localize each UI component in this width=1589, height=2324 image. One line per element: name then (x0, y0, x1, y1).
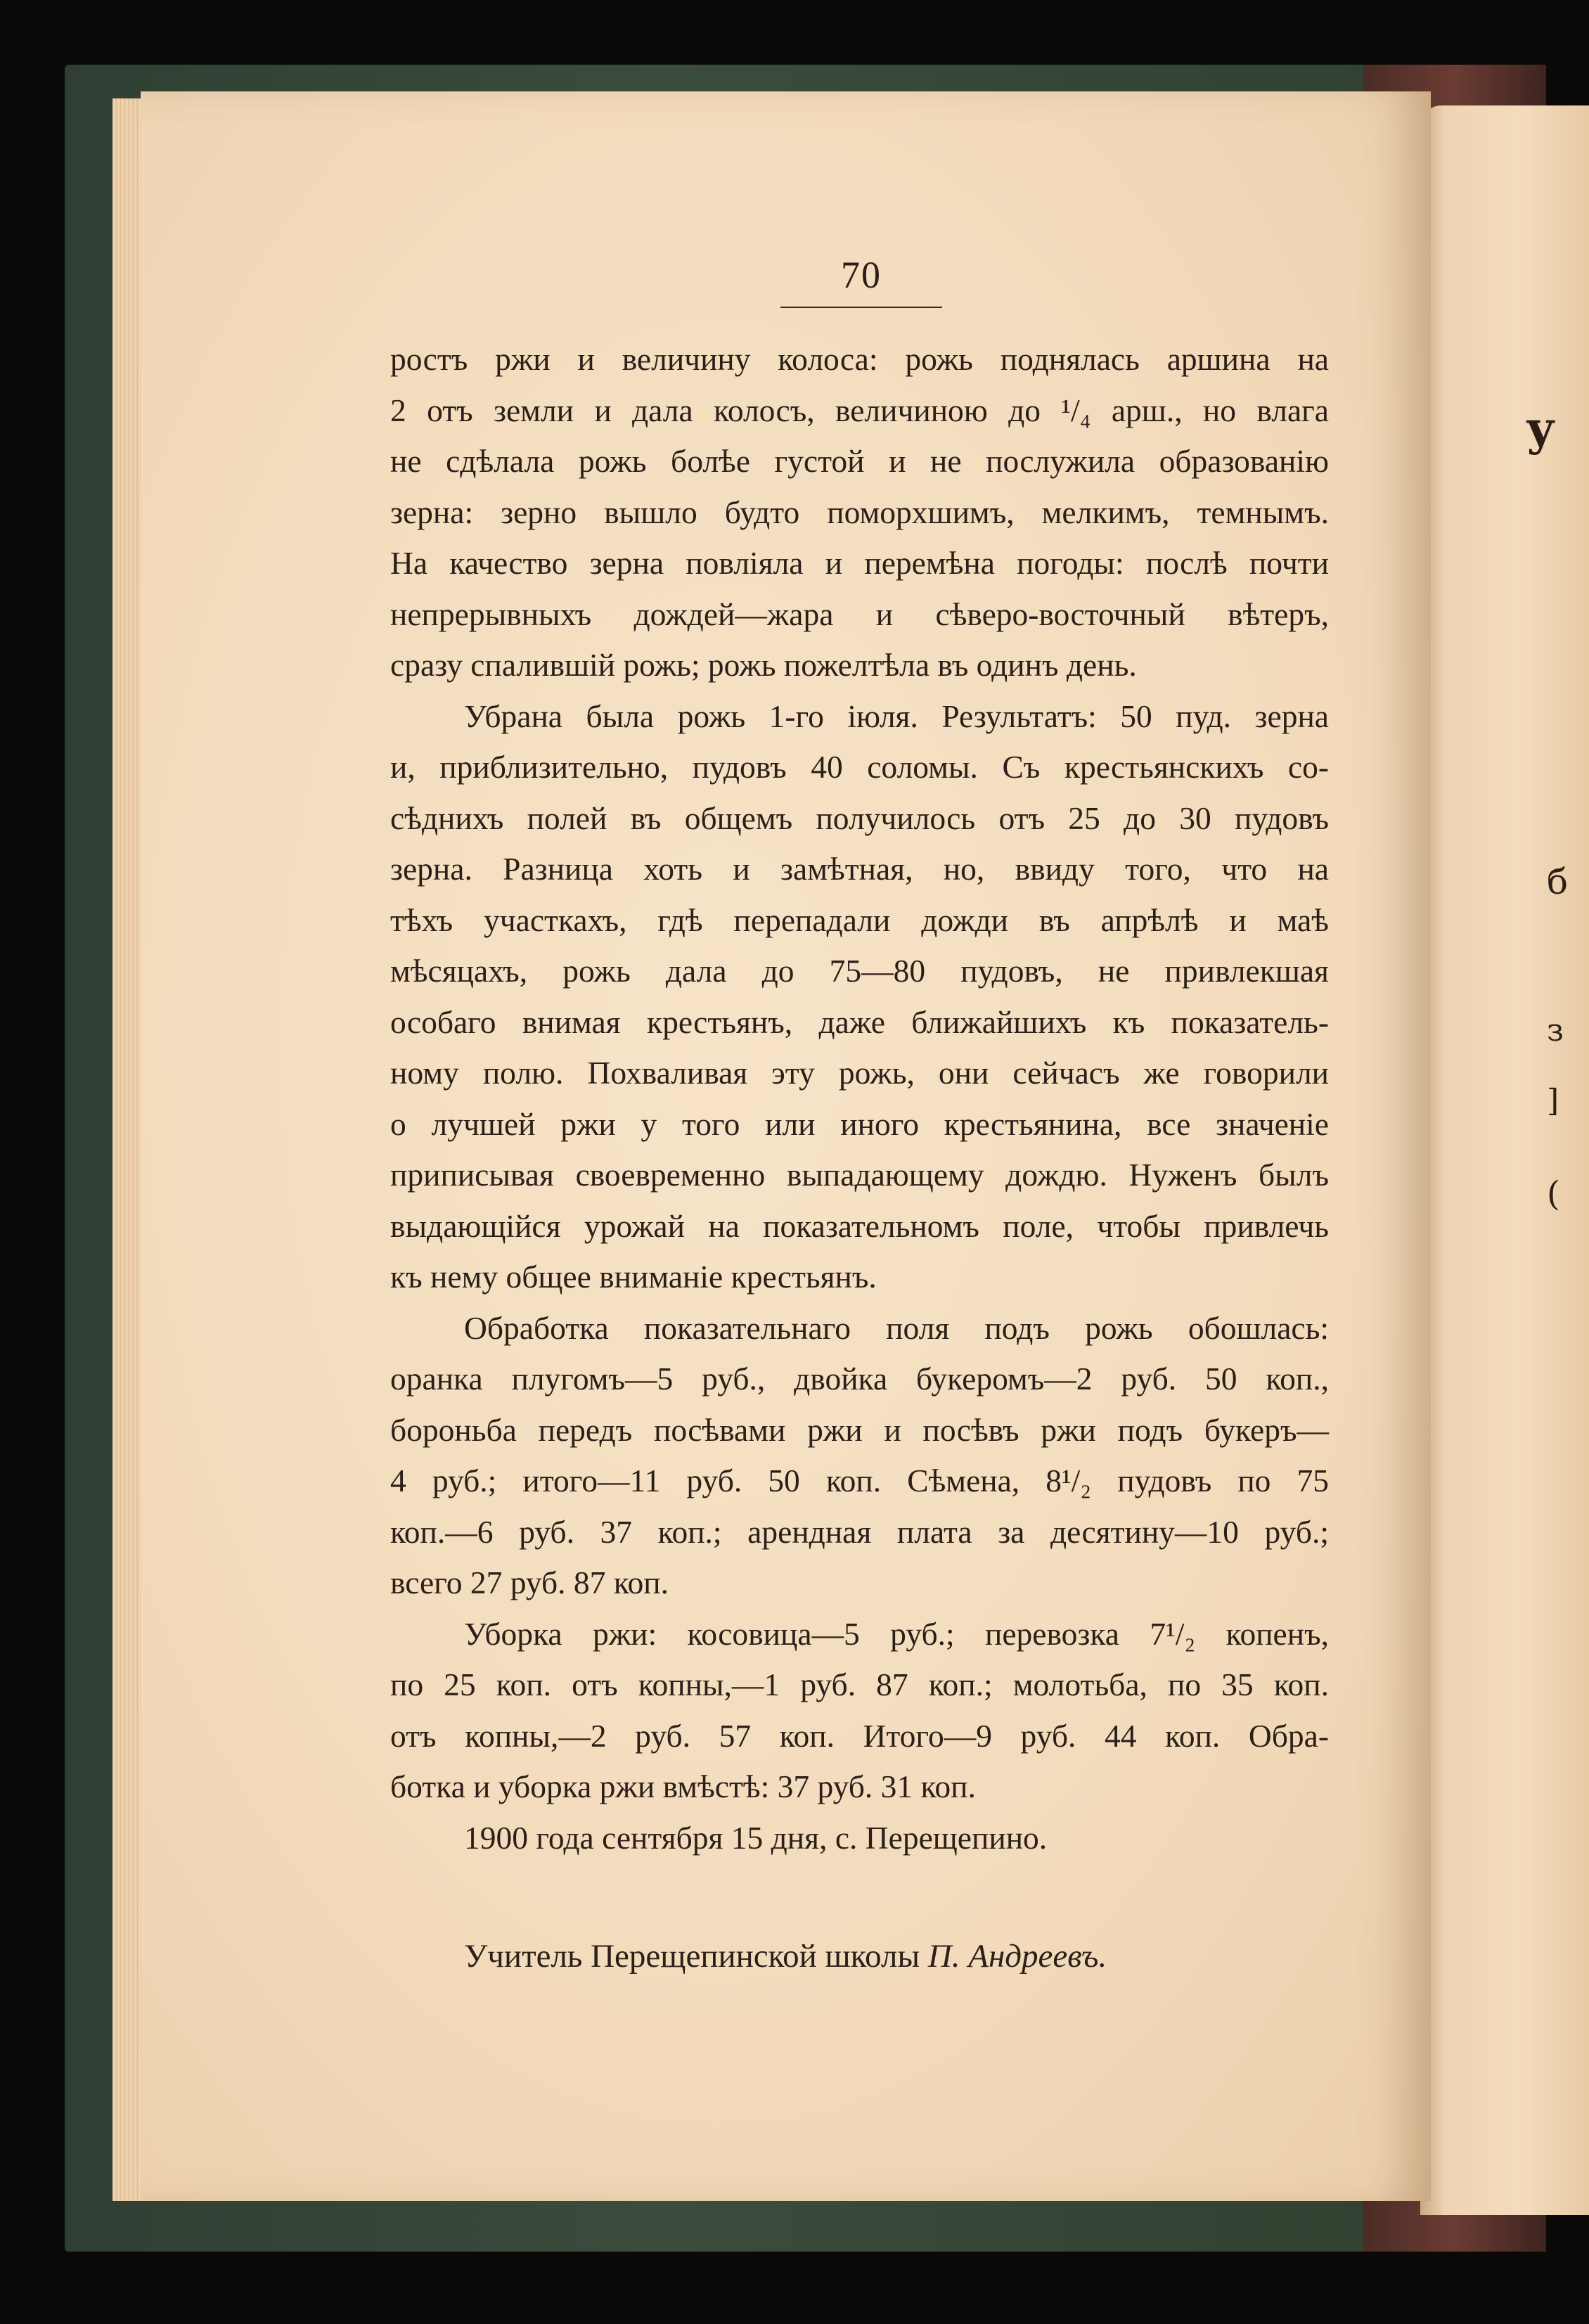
page-number-rule (780, 307, 942, 308)
text-line: 4 руб.; итого—11 руб. 50 коп. Сѣмена, 8¹/₂ пудовъ по 75 (390, 1463, 1329, 1498)
text-line: ному полю. Похваливая эту рожь, они сейчасъ же говорили (390, 1055, 1329, 1091)
text-line: къ нему общее вниманіе крестьянъ. (390, 1259, 877, 1295)
adjacent-page-glyph: у (1526, 401, 1556, 456)
text-line: приписывая своевременно выпадающему дождю. Нуженъ былъ (390, 1157, 1329, 1193)
adjacent-page-glyph: з (1547, 1013, 1564, 1048)
text-line: коп.—6 руб. 37 коп.; арендная плата за десятину—10 руб.; (390, 1513, 1329, 1550)
text-line: 2 отъ земли и дала колосъ, величиною до ¹/₄ арш., но влага (390, 392, 1329, 428)
text-line: сразу спалившій рожь; рожь пожелтѣла въ одинъ день. (390, 647, 1137, 683)
text-line: тѣхъ участкахъ, гдѣ перепадали дожди въ апрѣлѣ и маѣ (390, 901, 1329, 938)
adjacent-page-glyph: ( (1547, 1174, 1560, 1214)
text-line: На качество зерна повліяла и перемѣна погоды: послѣ почти (390, 545, 1329, 581)
text-line: непрерывныхъ дождей—жара и сѣверо-восточный вѣтеръ, (390, 596, 1329, 632)
text-line: зерна: зерно вышло будто поморхшимъ, мелкимъ, темнымъ. (390, 494, 1329, 530)
text-line: не сдѣлала рожь болѣе густой и не послужила образованію (390, 443, 1329, 479)
text-line: бороньба передъ посѣвами ржи и посѣвъ ржи подъ букеръ— (390, 1411, 1329, 1448)
adjacent-page (1420, 105, 1589, 2215)
text-line: Уборка ржи: косовица—5 руб.; перевозка 7¹/₂ копенъ, (464, 1615, 1329, 1652)
text-line: Убрана была рожь 1-го іюля. Результатъ: 50 пуд. зерна (464, 698, 1329, 734)
page-number: 70 (841, 254, 882, 296)
adjacent-page-glyph: ] (1547, 1083, 1559, 1119)
adjacent-page-glyph: б (1547, 861, 1569, 902)
text-line: и, приблизительно, пудовъ 40 соломы. Съ крестьянскихъ со- (390, 749, 1329, 785)
text-line: Обработка показательнаго поля подъ рожь обошлась: (464, 1309, 1329, 1346)
text-line: ростъ ржи и величину колоса: рожь поднялась аршина на (390, 341, 1329, 377)
text-line: оранка плугомъ—5 руб., двойка букеромъ—2 руб. 50 коп., (390, 1361, 1329, 1397)
signature-line (464, 1937, 1107, 1975)
signature-title: Учитель Перещепинской школы (464, 1938, 928, 1975)
text-line: по 25 коп. отъ копны,—1 руб. 87 коп.; молотьба, по 35 коп. (390, 1667, 1329, 1702)
text-line: выдающійся урожай на показательномъ поле, чтобы привлечь (390, 1207, 1329, 1244)
text-line: ботка и уборка ржи вмѣстѣ: 37 руб. 31 коп. (390, 1768, 976, 1804)
text-line: зерна. Разница хоть и замѣтная, но, ввиду того, что на (390, 851, 1329, 887)
signature-name: П. Андреевъ. (927, 1938, 1107, 1975)
text-line: отъ копны,—2 руб. 57 коп. Итого—9 руб. 44 коп. Обра- (390, 1717, 1329, 1754)
text-line: мѣсяцахъ, рожь дала до 75—80 пудовъ, не привлекшая (390, 953, 1329, 989)
text-line: особаго внимая крестьянъ, даже ближайшихъ къ показатель- (390, 1003, 1329, 1040)
text-line: о лучшей ржи у того или иного крестьянина, все значеніе (390, 1105, 1329, 1142)
text-line: сѣднихъ полей въ общемъ получилось отъ 25 до 30 пудовъ (390, 800, 1329, 836)
text-line: всего 27 руб. 87 коп. (390, 1565, 669, 1600)
page-body-text (390, 334, 1329, 1863)
text-line: 1900 года сентября 15 дня, с. Перещепино. (464, 1819, 1048, 1856)
